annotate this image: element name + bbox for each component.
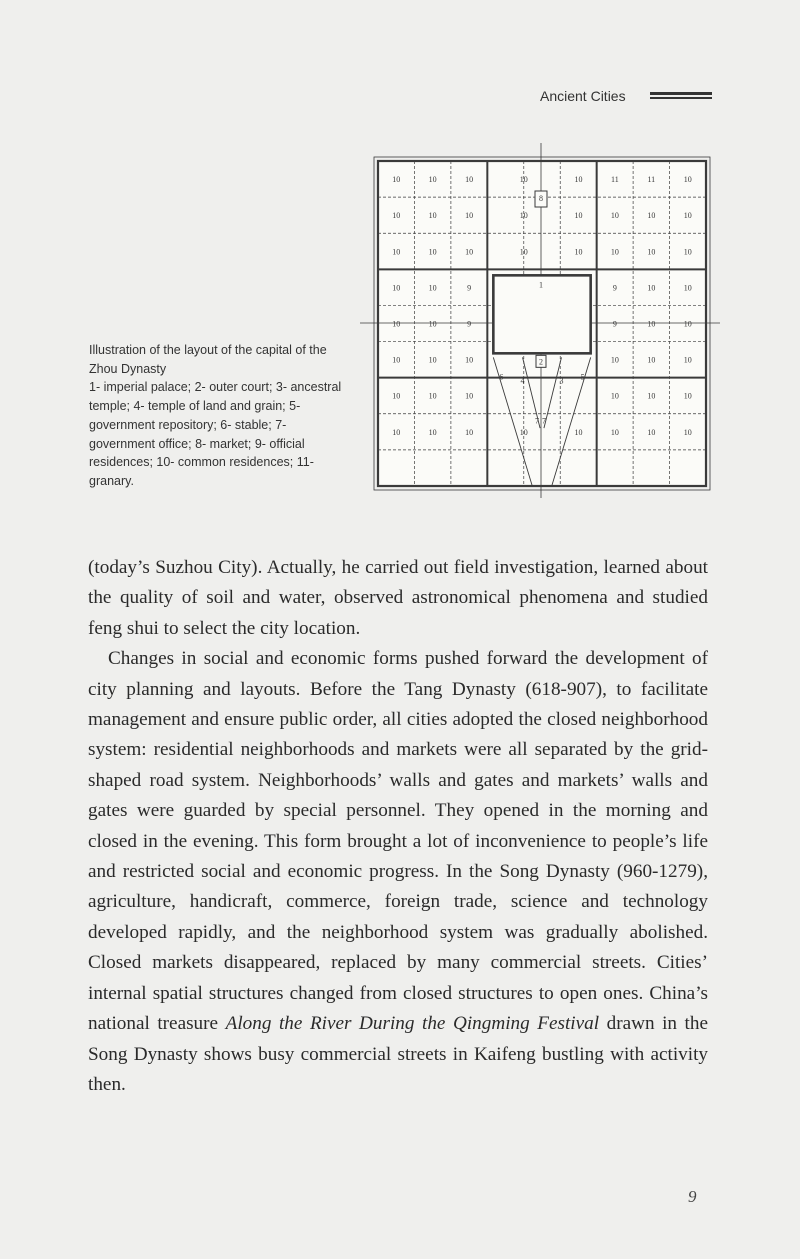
residence-label: 10 [392, 211, 401, 221]
paragraph-2 [88, 644, 708, 1100]
residence-label: 9 [612, 283, 617, 293]
residence-label: 10 [428, 355, 437, 365]
residence-label: 10 [465, 211, 474, 221]
residence-label: 10 [574, 211, 583, 221]
residence-label: 10 [465, 427, 474, 437]
residence-label: 10 [610, 247, 619, 257]
residence-label: 10 [647, 391, 656, 401]
residence-label: 10 [647, 247, 656, 257]
residence-label: 10 [428, 175, 437, 185]
residence-label: 10 [683, 391, 692, 401]
residence-label: 10 [428, 211, 437, 221]
residence-label: 10 [392, 175, 401, 185]
residence-label: 10 [647, 427, 656, 437]
residence-label: 10 [683, 175, 692, 185]
land-grain-label: 4 [520, 376, 525, 386]
repository-label: 5 [580, 372, 585, 382]
residence-label: 10 [683, 319, 692, 329]
residence-label: 11 [611, 175, 619, 185]
body-text [88, 553, 708, 1100]
residence-label: 10 [610, 391, 619, 401]
ancestral-label: 3 [559, 376, 564, 386]
residence-label: 10 [610, 355, 619, 365]
residence-label: 10 [392, 247, 401, 257]
residence-label: 10 [519, 427, 528, 437]
residence-label: 10 [465, 175, 474, 185]
residence-label: 10 [392, 427, 401, 437]
residence-label: 10 [647, 355, 656, 365]
residence-label: 10 [465, 391, 474, 401]
residence-label: 10 [683, 283, 692, 293]
residence-label: 10 [647, 211, 656, 221]
residence-label: 10 [574, 427, 583, 437]
running-header: Ancient Cities [540, 88, 626, 104]
repository-label: 6 [499, 372, 504, 382]
residence-label: 10 [683, 211, 692, 221]
residence-label: 9 [612, 319, 617, 329]
residence-label: 10 [610, 211, 619, 221]
residence-label: 10 [574, 175, 583, 185]
paragraph-2-part-a: Changes in social and economic forms pushed forward the development of city planning and layouts. Before the Tang Dynasty (618-907), to facilitate management and ensure public order, all cities adopted the closed neighborhood system: residential neighborhoods and markets were all separated by the grid-shaped road system. Neighborhoods’ walls and gates and markets’ walls and gates were guarded by special personnel. They opened in the morning and closed in the evening. This form brought a lot of inconvenience to people’s life and restricted social and economic progress. In the Song Dynasty (960-1279), agriculture, handicraft, commerce, foreign trade, science and technology developed rapidly, and the neighborhood system was gradually abolished. Closed markets disappeared, replaced by many commercial streets. Cities’ internal spatial structures changed from closed structures to open ones. China’s national treasure [88, 648, 708, 1035]
residence-label: 10 [683, 355, 692, 365]
residence-label: 10 [574, 247, 583, 257]
residence-label: 10 [519, 247, 528, 257]
office-label: 7 [542, 416, 546, 426]
residence-label: 10 [519, 175, 528, 185]
residence-label: 10 [428, 283, 437, 293]
residence-label: 10 [610, 427, 619, 437]
residence-label: 10 [428, 427, 437, 437]
office-label: 7 [535, 416, 539, 426]
residence-label: 11 [647, 175, 656, 185]
residence-label: 10 [428, 319, 437, 329]
residence-label: 10 [392, 355, 401, 365]
residence-label: 10 [465, 247, 474, 257]
residence-label: 10 [428, 247, 437, 257]
residence-label: 10 [683, 247, 692, 257]
residence-label: 10 [647, 319, 656, 329]
header-rule [650, 92, 712, 101]
caption-title: Illustration of the layout of the capital of the Zhou Dynasty [89, 343, 327, 376]
outer-court-label: 2 [539, 357, 543, 367]
paragraph-1: (today’s Suzhou City). Actually, he carried out field investigation, learned about the quality of soil and water, observed astronomical phenomena and studied feng shui to select the city location. [88, 557, 708, 639]
paragraph-2-part-b: drawn in the Song Dynasty shows busy commercial streets in Kaifeng bustling with activity then. [88, 1013, 708, 1095]
layout-plan-svg [360, 143, 720, 498]
artwork-title: Along the River During the Qingming Festival [225, 1013, 600, 1035]
figure-caption [89, 341, 351, 491]
residence-label: 10 [428, 391, 437, 401]
zhou-capital-layout-diagram [360, 143, 720, 498]
residence-label: 10 [647, 283, 656, 293]
residence-label: 9 [467, 283, 472, 293]
residence-label: 10 [392, 283, 401, 293]
market-label: 8 [539, 194, 543, 203]
residence-label: 10 [392, 319, 401, 329]
residence-label: 10 [519, 211, 528, 221]
residence-label: 10 [465, 355, 474, 365]
residence-label: 10 [392, 391, 401, 401]
caption-legend: 1- imperial palace; 2- outer court; 3- ancestral temple; 4- temple of land and grain; 5- government repository; 6- stable; 7- government office; 8- market; 9- official residences; 10- common residences; 11- granary. [89, 380, 342, 488]
page-number: 9 [688, 1187, 697, 1206]
residence-label: 10 [683, 427, 692, 437]
residence-label: 9 [467, 319, 472, 329]
palace-label: 1 [539, 280, 543, 290]
